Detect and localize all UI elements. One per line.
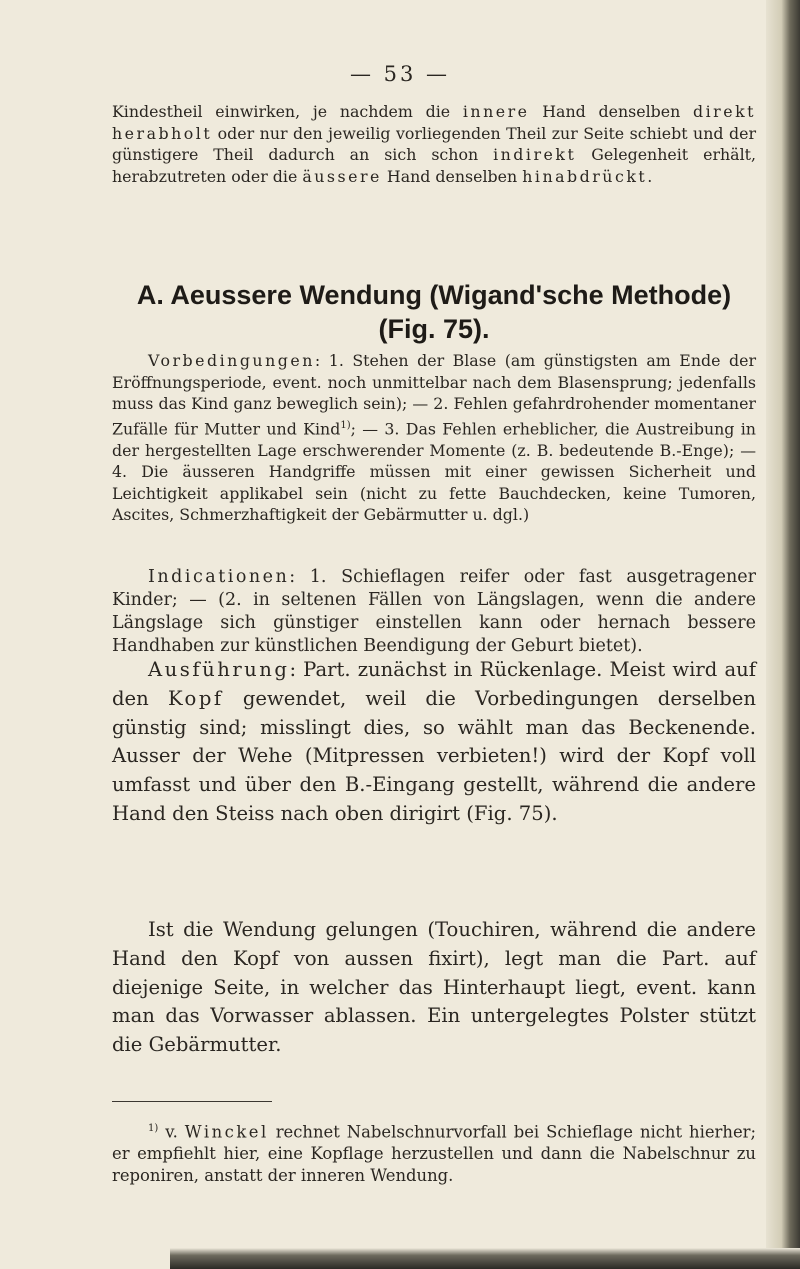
execution-label: Ausführung	[148, 658, 290, 681]
footnote-ref: 1)	[340, 419, 351, 431]
preconditions-label: Vorbedingungen	[148, 351, 315, 370]
page-edge-shadow	[766, 0, 800, 1269]
indications-paragraph: Indicationen: 1. Schieflagen reifer oder fast ausgetragener Kinder; — (2. in seltenen Fällen von Längslagen, wenn die andere Längslage sich günstiger einstellen kann oder hernach bessere Handhaben zur künstlichen Beendigung der Geburt bietet).	[112, 567, 756, 656]
page-number: — 53 —	[349, 62, 451, 86]
section-heading	[112, 278, 756, 346]
continuation-paragraph: Ist die Wendung gelungen (Touchiren, während die andere Hand den Kopf von aussen fixirt), legt man die Part. auf diejenige Seite, in welcher das Hinterhaupt liegt, event. kann man das Vorwasser ablassen. Ein untergelegtes Polster stützt die Gebärmutter.	[112, 918, 756, 1057]
execution-paragraph: Ausführung: Part. zunächst in Rückenlage. Meist wird auf den Kopf gewendet, weil die Vorbedingungen derselben günstig sind; misslingt dies, so wählt man das Beckenende. Ausser der Wehe (Mitpressen verbieten!) wird der Kopf voll umfasst und über den B.-Eingang gestellt, während die andere Hand den Steiss nach oben dirigirt (Fig. 75).	[112, 658, 756, 825]
section-heading-figure: (Fig. 75).	[378, 314, 490, 344]
section-heading-title: A. Aeussere Wendung (Wigand'sche Methode)	[136, 280, 732, 310]
indications-label: Indicationen	[148, 567, 290, 587]
footnote-divider	[112, 1101, 272, 1102]
page-bottom-shadow	[170, 1248, 800, 1269]
footnote: $^{1)}$ v. Winckel rechnet Nabelschnurvorfall bei Schieflage nicht hierher; er empfiehlt hier, eine Kopflage herzustellen und dann die Nabelschnur zu reponiren, anstatt der inneren Wendung.	[112, 1122, 756, 1186]
preconditions-paragraph: Vorbedingungen: 1. Stehen der Blase (am günstigsten am Ende der Eröffnungsperiode, event. noch unmittelbar nach dem Blasensprung; jedenfalls muss das Kind ganz beweglich sein); — 2. Fehlen gefahrdrohender momentaner Zufälle für Mutter und Kind$^{1)}$; — 3. Das Fehlen erheblicher, die Austreibung in der hergestellten Lage erschwerender Momente (z. B. bedeutende B.-Enge); — 4. Die äusseren Handgriffe müssen mit einer gewissen Sicherheit und Leichtigkeit applikabel sein (nicht zu fette Bauchdecken, keine Tumoren, Ascites, Schmerzhaftigkeit der Gebärmutter u. dgl.)	[112, 351, 756, 525]
intro-paragraph: Kindestheil einwirken, je nachdem die innere Hand denselben direkt herabholt oder nur den jeweilig vorliegenden Theil zur Seite schiebt und der günstigere Theil dadurch an sich schon indirekt Gelegenheit erhält, herabzutreten oder die äussere Hand denselben hinabdrückt.	[112, 102, 757, 186]
footnote-marker: 1)	[148, 1123, 159, 1134]
